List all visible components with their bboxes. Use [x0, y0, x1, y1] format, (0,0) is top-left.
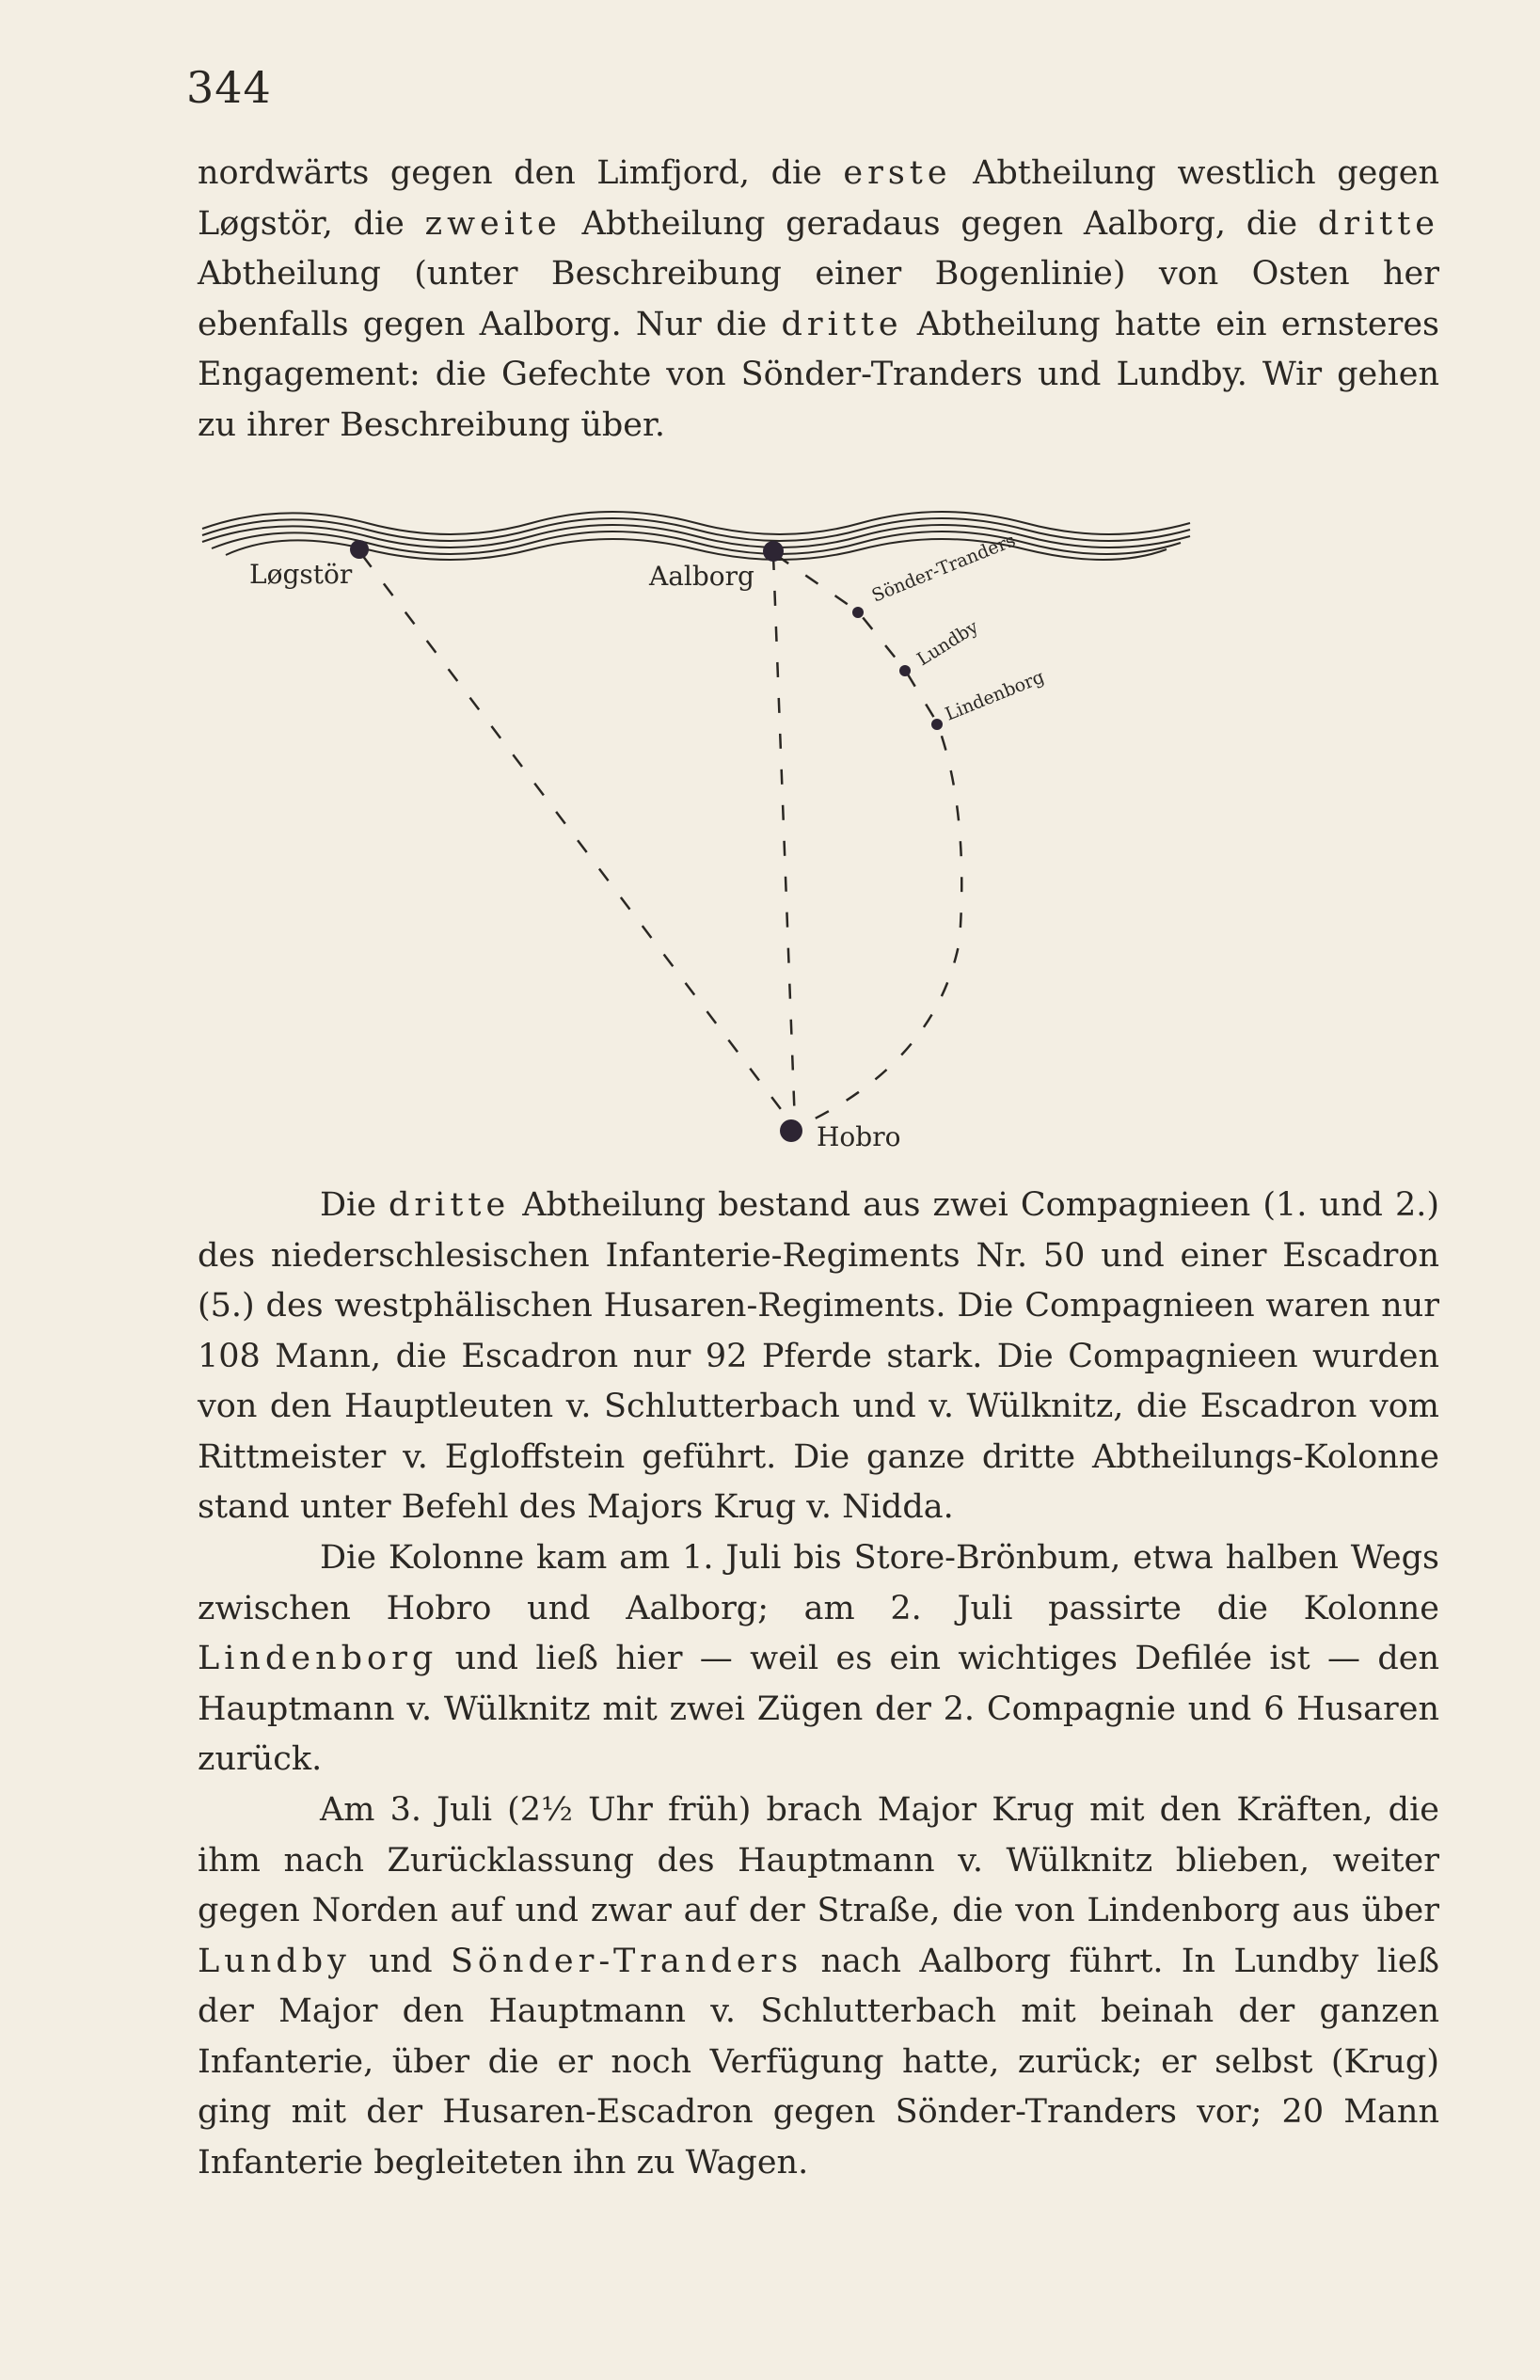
label-sonder-tranders: Sönder-Tranders — [868, 530, 1019, 607]
route-first-division — [362, 555, 792, 1124]
label-aalborg: Aalborg — [649, 561, 754, 592]
paragraph-third-division: Die dritte Abtheilung bestand aus zwei Compagnieen (1. und 2.) des niederschlesischen Infanterie-Regiments Nr. 50 und einer Escadron (5.) des westphälischen Husaren-Regiments. Die Compagnieen waren nur 108 Mann, die Escadron nur 92 Pferde stark. Die Compagnieen wurden von den Hauptleuten v. Schlutterbach und v. Wülknitz, die Escadron vom Rittmeister v. Egloffstein geführt. Die ganze dritte Abtheilungs-Kolonne stand unter Befehl des Majors Krug v. Nidda. — [198, 1186, 1440, 1526]
hobro-marker — [780, 1119, 802, 1142]
limfjord-coastline — [202, 512, 1190, 560]
intro-paragraph: nordwärts gegen den Limfjord, die erste Abtheilung westlich gegen Løgstör, die zweite Abtheilung geradaus gegen Aalborg, die dritte Abtheilung (unter Beschreibung einer Bogenlinie) von Osten her ebenfalls gegen Aalborg. Nur die dritte Abtheilung hatte ein ernsteres Engagement: die Gefechte von Sönder-Tranders und Lundby. Wir gehen zu ihrer Beschreibung über. — [198, 154, 1440, 444]
route-diagram — [0, 489, 1540, 1166]
paragraph-column-march: Die Kolonne kam am 1. Juli bis Store-Brönbum, etwa halben Wegs zwischen Hobro und Aalborg; am 2. Juli passirte die Kolonne Lindenborg und ließ hier — weil es ein wichtiges Defilée ist — den Hauptmann v. Wülknitz mit zwei Zügen der 2. Compagnie und 6 Husaren zurück. — [198, 1539, 1439, 1778]
label-lundby: Lundby — [913, 616, 982, 671]
routes — [362, 555, 961, 1127]
logstor-marker — [350, 540, 369, 559]
label-logstor: Løgstör — [249, 559, 353, 590]
lindenborg-marker — [931, 719, 943, 730]
lundby-marker — [899, 665, 911, 676]
label-lindenborg: Lindenborg — [942, 666, 1048, 725]
sonder-tranders-marker — [852, 607, 864, 618]
label-hobro: Hobro — [817, 1121, 901, 1152]
town-markers — [350, 540, 943, 1142]
page-number: 344 — [186, 62, 272, 113]
aalborg-marker — [763, 541, 784, 562]
place-labels — [249, 530, 1047, 1152]
route-second-division — [773, 555, 795, 1124]
paragraph-july-third: Am 3. Juli (2½ Uhr früh) brach Major Krug mit den Kräften, die ihm nach Zurücklassung des Hauptmann v. Wülknitz blieben, weiter gegen Norden auf und zwar auf der Straße, die von Lindenborg aus über Lundby und Sönder-Tranders nach Aalborg führt. In Lundby ließ der Major den Hauptmann v. Schlutterbach mit beinah der ganzen Infanterie, über die er noch Verfügung hatte, zurück; er selbst (Krug) ging mit der Husaren-Escadron gegen Sönder-Tranders vor; 20 Mann Infanterie begleiteten ihn zu Wagen. — [198, 1791, 1440, 2182]
